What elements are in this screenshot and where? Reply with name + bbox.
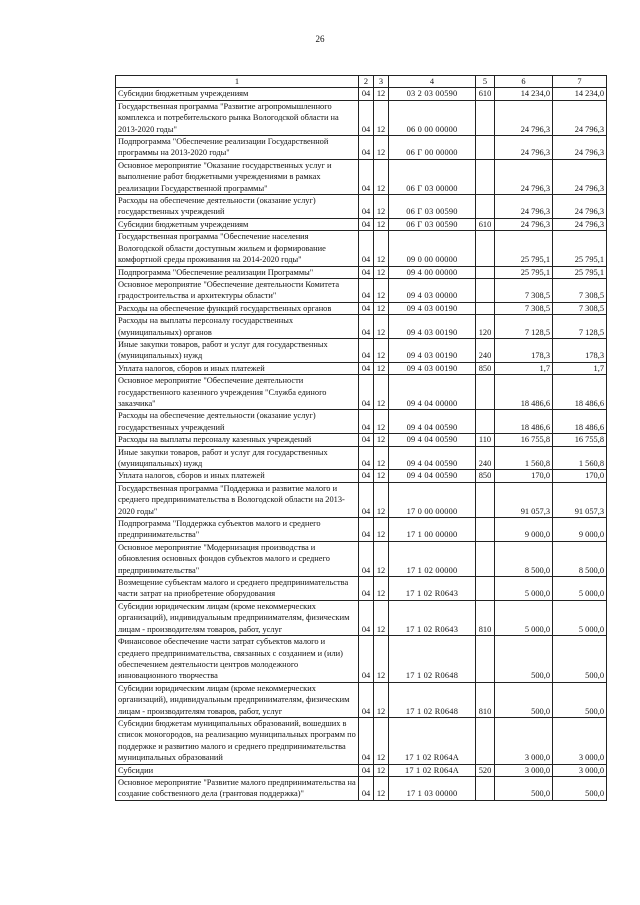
row-target-article: 06 Г 00 00000: [389, 136, 476, 160]
row-target-article: 03 2 03 00590: [389, 88, 476, 100]
table-row: [116, 577, 607, 601]
row-name: Основное мероприятие "Развитие малого предпринимательства на создание собственного дела (грантовая поддержка)": [116, 776, 359, 800]
row-target-article: 17 1 02 R0648: [389, 636, 476, 683]
row-section-code: 04: [359, 218, 374, 230]
row-subsection-code: 12: [374, 100, 389, 135]
row-amount-2019: 500,0: [495, 636, 553, 683]
row-subsection-code: 12: [374, 362, 389, 374]
row-section-code: 04: [359, 338, 374, 362]
row-amount-2020: 500,0: [553, 776, 607, 800]
row-subsection-code: 12: [374, 636, 389, 683]
row-target-article: 17 1 02 R064A: [389, 717, 476, 764]
row-section-code: 04: [359, 470, 374, 482]
row-amount-2019: 24 796,3: [495, 218, 553, 230]
row-expense-type: [476, 577, 495, 601]
row-target-article: 09 4 04 00590: [389, 470, 476, 482]
row-expense-type: [476, 100, 495, 135]
row-section-code: 04: [359, 717, 374, 764]
row-amount-2020: 25 795,1: [553, 231, 607, 266]
row-subsection-code: 12: [374, 266, 389, 278]
row-expense-type: [476, 375, 495, 410]
row-amount-2020: 18 486,6: [553, 375, 607, 410]
table-row: [116, 338, 607, 362]
row-name: Основное мероприятие "Модернизация производства и обновления основных фондов субъектов малого и среднего предпринимательства": [116, 541, 359, 576]
row-target-article: 17 0 00 00000: [389, 482, 476, 517]
row-subsection-code: 12: [374, 302, 389, 314]
row-name: Расходы на обеспечение деятельности (оказание услуг) государственных учреждений: [116, 195, 359, 219]
table-row: [116, 776, 607, 800]
row-section-code: 04: [359, 362, 374, 374]
row-subsection-code: 12: [374, 446, 389, 470]
table-row: [116, 541, 607, 576]
row-subsection-code: 12: [374, 776, 389, 800]
table-row: [116, 266, 607, 278]
row-amount-2019: 7 308,5: [495, 278, 553, 302]
row-target-article: 06 Г 03 00000: [389, 159, 476, 194]
row-target-article: 09 4 04 00000: [389, 375, 476, 410]
table-row: [116, 717, 607, 764]
row-subsection-code: 12: [374, 482, 389, 517]
header-row: [116, 76, 607, 88]
row-name: Основное мероприятие "Обеспечение деятельности Комитета градостроительства и архитектуры области": [116, 278, 359, 302]
table-row: [116, 315, 607, 339]
row-subsection-code: 12: [374, 136, 389, 160]
row-target-article: 06 Г 03 00590: [389, 195, 476, 219]
row-section-code: 04: [359, 776, 374, 800]
row-amount-2019: 7 308,5: [495, 302, 553, 314]
row-amount-2020: 7 128,5: [553, 315, 607, 339]
table-row: [116, 302, 607, 314]
row-subsection-code: 12: [374, 278, 389, 302]
row-name: Возмещение субъектам малого и среднего предпринимательства части затрат на приобретение оборудования: [116, 577, 359, 601]
table-row: [116, 375, 607, 410]
row-target-article: 17 1 03 00000: [389, 776, 476, 800]
row-amount-2019: 5 000,0: [495, 600, 553, 635]
row-section-code: 04: [359, 682, 374, 717]
row-expense-type: 610: [476, 218, 495, 230]
row-target-article: 17 1 02 R0643: [389, 600, 476, 635]
row-section-code: 04: [359, 600, 374, 635]
header-cell: 2: [359, 76, 374, 88]
row-amount-2019: 5 000,0: [495, 577, 553, 601]
table-row: [116, 362, 607, 374]
row-subsection-code: 12: [374, 315, 389, 339]
row-amount-2020: 8 500,0: [553, 541, 607, 576]
row-amount-2020: 178,3: [553, 338, 607, 362]
row-subsection-code: 12: [374, 470, 389, 482]
row-name: Иные закупки товаров, работ и услуг для государственных (муниципальных) нужд: [116, 338, 359, 362]
row-subsection-code: 12: [374, 518, 389, 542]
row-expense-type: 120: [476, 315, 495, 339]
table-row: [116, 682, 607, 717]
table-row: [116, 446, 607, 470]
row-section-code: 04: [359, 764, 374, 776]
row-amount-2019: 91 057,3: [495, 482, 553, 517]
table-row: [116, 195, 607, 219]
row-target-article: 17 1 02 00000: [389, 541, 476, 576]
row-name: Основное мероприятие "Обеспечение деятельности государственного казенного учреждения "Служба единого заказчика": [116, 375, 359, 410]
row-amount-2020: 7 308,5: [553, 302, 607, 314]
row-amount-2020: 170,0: [553, 470, 607, 482]
budget-table: [115, 75, 607, 801]
row-target-article: 09 4 04 00590: [389, 446, 476, 470]
row-amount-2020: 7 308,5: [553, 278, 607, 302]
row-section-code: 04: [359, 410, 374, 434]
row-section-code: 04: [359, 446, 374, 470]
row-section-code: 04: [359, 315, 374, 339]
row-expense-type: [476, 518, 495, 542]
row-amount-2020: 5 000,0: [553, 577, 607, 601]
row-amount-2020: 9 000,0: [553, 518, 607, 542]
table-row: [116, 218, 607, 230]
row-amount-2020: 5 000,0: [553, 600, 607, 635]
row-expense-type: [476, 266, 495, 278]
row-amount-2019: 24 796,3: [495, 100, 553, 135]
row-amount-2019: 7 128,5: [495, 315, 553, 339]
page-number: 26: [315, 34, 325, 44]
row-subsection-code: 12: [374, 231, 389, 266]
row-section-code: 04: [359, 231, 374, 266]
row-amount-2020: 24 796,3: [553, 136, 607, 160]
row-subsection-code: 12: [374, 195, 389, 219]
row-expense-type: [476, 302, 495, 314]
row-name: Иные закупки товаров, работ и услуг для государственных (муниципальных) нужд: [116, 446, 359, 470]
row-target-article: 17 1 00 00000: [389, 518, 476, 542]
row-amount-2019: 170,0: [495, 470, 553, 482]
row-name: Расходы на обеспечение деятельности (оказание услуг) государственных учреждений: [116, 410, 359, 434]
row-subsection-code: 12: [374, 717, 389, 764]
row-amount-2020: 24 796,3: [553, 195, 607, 219]
row-subsection-code: 12: [374, 434, 389, 446]
row-name: Подпрограмма "Обеспечение реализации Государственной программы на 2013-2020 годы": [116, 136, 359, 160]
row-amount-2020: 14 234,0: [553, 88, 607, 100]
row-subsection-code: 12: [374, 218, 389, 230]
row-name: Субсидии: [116, 764, 359, 776]
row-amount-2020: 24 796,3: [553, 159, 607, 194]
row-subsection-code: 12: [374, 577, 389, 601]
row-amount-2019: 9 000,0: [495, 518, 553, 542]
row-amount-2019: 25 795,1: [495, 266, 553, 278]
table-row: [116, 159, 607, 194]
row-section-code: 04: [359, 541, 374, 576]
row-amount-2020: 25 795,1: [553, 266, 607, 278]
row-expense-type: [476, 410, 495, 434]
row-expense-type: [476, 231, 495, 266]
row-name: Финансовое обеспечение части затрат субъектов малого и среднего предпринимательства, связанных с созданием и (или) обеспечением деятельности центров молодежного инновационного творчества: [116, 636, 359, 683]
row-target-article: 17 1 02 R0643: [389, 577, 476, 601]
row-subsection-code: 12: [374, 410, 389, 434]
row-name: Государственная программа "Поддержка и развитие малого и среднего предпринимательства в Вологодской области на 2013-2020 годы": [116, 482, 359, 517]
row-expense-type: [476, 482, 495, 517]
table-row: [116, 231, 607, 266]
row-amount-2019: 500,0: [495, 682, 553, 717]
row-section-code: 04: [359, 302, 374, 314]
row-expense-type: 850: [476, 362, 495, 374]
row-amount-2019: 18 486,6: [495, 410, 553, 434]
row-subsection-code: 12: [374, 375, 389, 410]
table-row: [116, 100, 607, 135]
row-amount-2020: 91 057,3: [553, 482, 607, 517]
row-target-article: 09 4 03 00190: [389, 338, 476, 362]
row-amount-2020: 24 796,3: [553, 100, 607, 135]
header-cell: 7: [553, 76, 607, 88]
row-expense-type: [476, 159, 495, 194]
row-amount-2019: 25 795,1: [495, 231, 553, 266]
row-amount-2019: 14 234,0: [495, 88, 553, 100]
row-amount-2019: 16 755,8: [495, 434, 553, 446]
table-row: [116, 434, 607, 446]
table-row: [116, 278, 607, 302]
row-subsection-code: 12: [374, 338, 389, 362]
row-amount-2019: 1,7: [495, 362, 553, 374]
row-amount-2020: 16 755,8: [553, 434, 607, 446]
table-row: [116, 410, 607, 434]
row-amount-2019: 18 486,6: [495, 375, 553, 410]
row-name: Государственная программа "Обеспечение населения Вологодской области доступным жильем и формирование комфортной среды проживания на 2014-2020 годы": [116, 231, 359, 266]
row-target-article: 09 4 03 00190: [389, 315, 476, 339]
row-target-article: 09 0 00 00000: [389, 231, 476, 266]
row-expense-type: 110: [476, 434, 495, 446]
row-subsection-code: 12: [374, 764, 389, 776]
table-row: [116, 88, 607, 100]
row-section-code: 04: [359, 482, 374, 517]
table-body: [116, 76, 607, 801]
row-section-code: 04: [359, 577, 374, 601]
row-name: Субсидии юридическим лицам (кроме некоммерческих организаций), индивидуальным предпринимателям, физическим лицам - производителям товаров, работ, услуг: [116, 600, 359, 635]
row-amount-2020: 1 560,8: [553, 446, 607, 470]
row-name: Государственная программа "Развитие агропромышленного комплекса и потребительского рынка Вологодской области на 2013-2020 годы": [116, 100, 359, 135]
row-amount-2020: 3 000,0: [553, 764, 607, 776]
header-cell: 4: [389, 76, 476, 88]
row-subsection-code: 12: [374, 541, 389, 576]
row-section-code: 04: [359, 159, 374, 194]
row-target-article: 09 4 04 00590: [389, 410, 476, 434]
row-expense-type: 850: [476, 470, 495, 482]
row-target-article: 17 1 02 R0648: [389, 682, 476, 717]
table-row: [116, 136, 607, 160]
row-amount-2020: 24 796,3: [553, 218, 607, 230]
table-row: [116, 636, 607, 683]
header-cell: 1: [116, 76, 359, 88]
row-subsection-code: 12: [374, 600, 389, 635]
row-expense-type: 610: [476, 88, 495, 100]
row-name: Субсидии бюджетным учреждениям: [116, 218, 359, 230]
row-section-code: 04: [359, 278, 374, 302]
row-expense-type: [476, 195, 495, 219]
row-expense-type: [476, 278, 495, 302]
row-amount-2019: 500,0: [495, 776, 553, 800]
row-section-code: 04: [359, 518, 374, 542]
row-target-article: 06 0 00 00000: [389, 100, 476, 135]
row-section-code: 04: [359, 100, 374, 135]
row-amount-2019: 3 000,0: [495, 717, 553, 764]
row-target-article: 09 4 03 00190: [389, 302, 476, 314]
row-expense-type: [476, 636, 495, 683]
row-expense-type: 240: [476, 446, 495, 470]
row-section-code: 04: [359, 136, 374, 160]
row-target-article: 09 4 00 00000: [389, 266, 476, 278]
row-name: Субсидии бюджетам муниципальных образований, вошедших в список моногородов, на реализацию муниципальных программ по поддержке и развитию малого и среднего предпринимательства муниципальных образований: [116, 717, 359, 764]
row-name: Подпрограмма "Обеспечение реализации Программы": [116, 266, 359, 278]
header-cell: 3: [374, 76, 389, 88]
table-row: [116, 470, 607, 482]
row-name: Уплата налогов, сборов и иных платежей: [116, 470, 359, 482]
row-section-code: 04: [359, 88, 374, 100]
table-row: [116, 518, 607, 542]
row-subsection-code: 12: [374, 88, 389, 100]
row-name: Расходы на обеспечение функций государственных органов: [116, 302, 359, 314]
row-name: Субсидии бюджетным учреждениям: [116, 88, 359, 100]
row-amount-2019: 1 560,8: [495, 446, 553, 470]
row-expense-type: [476, 776, 495, 800]
row-target-article: 09 4 03 00000: [389, 278, 476, 302]
row-section-code: 04: [359, 375, 374, 410]
table-row: [116, 764, 607, 776]
row-subsection-code: 12: [374, 159, 389, 194]
table-row: [116, 600, 607, 635]
row-section-code: 04: [359, 195, 374, 219]
row-amount-2020: 1,7: [553, 362, 607, 374]
row-name: Основное мероприятие "Оказание государственных услуг и выполнение работ бюджетными учреждениями в рамках реализации Государственной программы": [116, 159, 359, 194]
row-expense-type: 240: [476, 338, 495, 362]
row-amount-2020: 3 000,0: [553, 717, 607, 764]
row-amount-2020: 500,0: [553, 682, 607, 717]
row-expense-type: [476, 717, 495, 764]
row-expense-type: [476, 136, 495, 160]
header-cell: 6: [495, 76, 553, 88]
row-name: Расходы на выплаты персоналу государственных (муниципальных) органов: [116, 315, 359, 339]
row-target-article: 06 Г 03 00590: [389, 218, 476, 230]
row-target-article: 09 4 04 00590: [389, 434, 476, 446]
row-expense-type: 810: [476, 600, 495, 635]
row-amount-2019: 24 796,3: [495, 195, 553, 219]
row-name: Расходы на выплаты персоналу казенных учреждений: [116, 434, 359, 446]
row-name: Уплата налогов, сборов и иных платежей: [116, 362, 359, 374]
row-section-code: 04: [359, 434, 374, 446]
table-row: [116, 482, 607, 517]
row-amount-2019: 8 500,0: [495, 541, 553, 576]
row-amount-2019: 24 796,3: [495, 159, 553, 194]
row-expense-type: [476, 541, 495, 576]
row-amount-2020: 18 486,6: [553, 410, 607, 434]
row-name: Субсидии юридическим лицам (кроме некоммерческих организаций), индивидуальным предпринимателям, физическим лицам - производителям товаров, работ, услуг: [116, 682, 359, 717]
row-expense-type: 810: [476, 682, 495, 717]
row-target-article: 17 1 02 R064A: [389, 764, 476, 776]
row-amount-2020: 500,0: [553, 636, 607, 683]
header-cell: 5: [476, 76, 495, 88]
row-subsection-code: 12: [374, 682, 389, 717]
row-section-code: 04: [359, 636, 374, 683]
row-amount-2019: 24 796,3: [495, 136, 553, 160]
row-amount-2019: 178,3: [495, 338, 553, 362]
row-expense-type: 520: [476, 764, 495, 776]
row-name: Подпрограмма "Поддержка субъектов малого и среднего предпринимательства": [116, 518, 359, 542]
row-target-article: 09 4 03 00190: [389, 362, 476, 374]
row-amount-2019: 3 000,0: [495, 764, 553, 776]
row-section-code: 04: [359, 266, 374, 278]
